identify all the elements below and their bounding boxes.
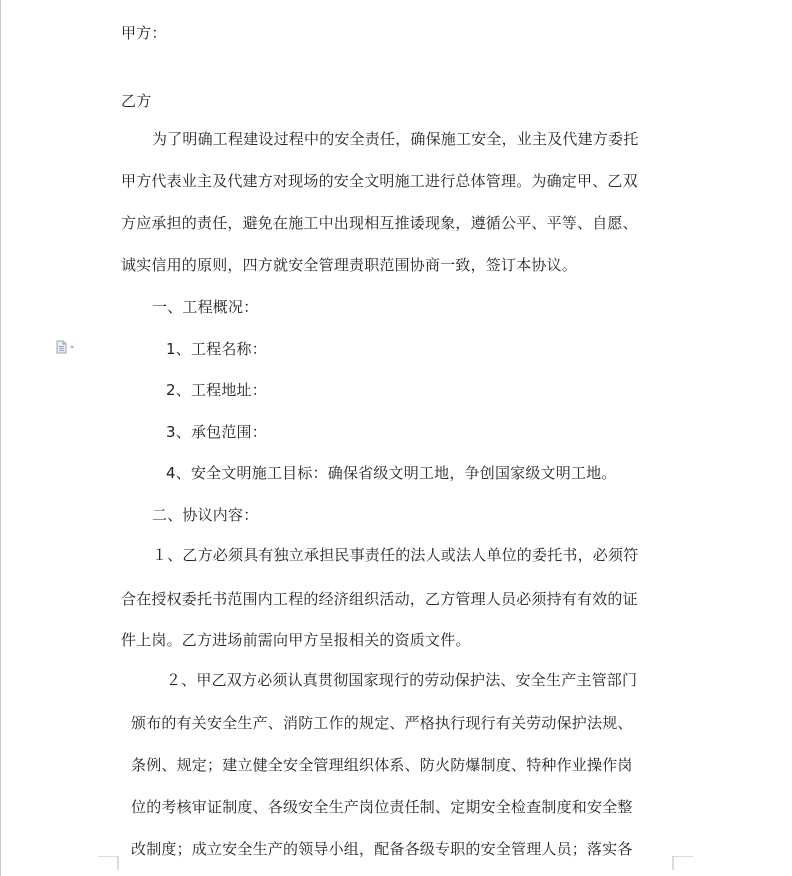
party-b-label: 乙方 [121, 92, 152, 110]
document-dropdown-icon[interactable] [56, 339, 78, 353]
clause-1-line-2: 合在授权委托书范围内工程的经济组织活动，乙方管理人员必须持有有效的证 [121, 590, 638, 608]
clause-2-line-4: 位的考核审证制度、各级安全生产岗位责任制、定期安全检查制度和安全整 [131, 798, 633, 816]
clause-1-line-3: 件上岗。乙方进场前需向甲方呈报相关的资质文件。 [121, 631, 471, 649]
project-name-item: 1、工程名称： [166, 340, 267, 358]
section-1-heading: 一、工程概况： [152, 298, 259, 316]
bottom-right-margin-mark [672, 855, 694, 869]
section-2-heading: 二、协议内容： [152, 506, 259, 524]
bottom-left-margin-mark [97, 855, 119, 869]
clause-2-line-5: 改制度；成立安全生产的领导小组，配备各级专职的安全管理人员；落实各 [131, 840, 633, 858]
intro-line-4: 诚实信用的原则，四方就安全管理责职范围协商一致，签订本协议。 [121, 256, 578, 274]
safety-goal-item: 4、安全文明施工目标：确保省级文明工地，争创国家级文明工地。 [166, 464, 617, 482]
clause-1-line-1: １、乙方必须具有独立承担民事责任的法人或法人单位的委托书，必须符 [152, 546, 639, 564]
clause-2-line-3: 条例、规定；建立健全安全管理组织体系、防火防爆制度、特种作业操作岗 [131, 756, 633, 774]
intro-line-2: 甲方代表业主及代建方对现场的安全文明施工进行总体管理。为确定甲、乙双 [121, 172, 638, 190]
intro-line-3: 方应承担的责任，避免在施工中出现相互推诿现象，遵循公平、平等、自愿、 [121, 214, 638, 232]
party-a-label: 甲方： [121, 24, 167, 42]
clause-2-line-2: 颁布的有关安全生产、消防工作的规定、严格执行现行有关劳动保护法规、 [131, 714, 633, 732]
intro-line-1: 为了明确工程建设过程中的安全责任，确保施工安全，业主及代建方委托 [152, 130, 639, 148]
contract-scope-item: 3、承包范围： [166, 423, 267, 441]
project-address-item: 2、工程地址： [166, 381, 267, 399]
clause-2-line-1: ２、甲乙双方必须认真贯彻国家现行的劳动保护法、安全生产主管部门 [166, 671, 638, 689]
